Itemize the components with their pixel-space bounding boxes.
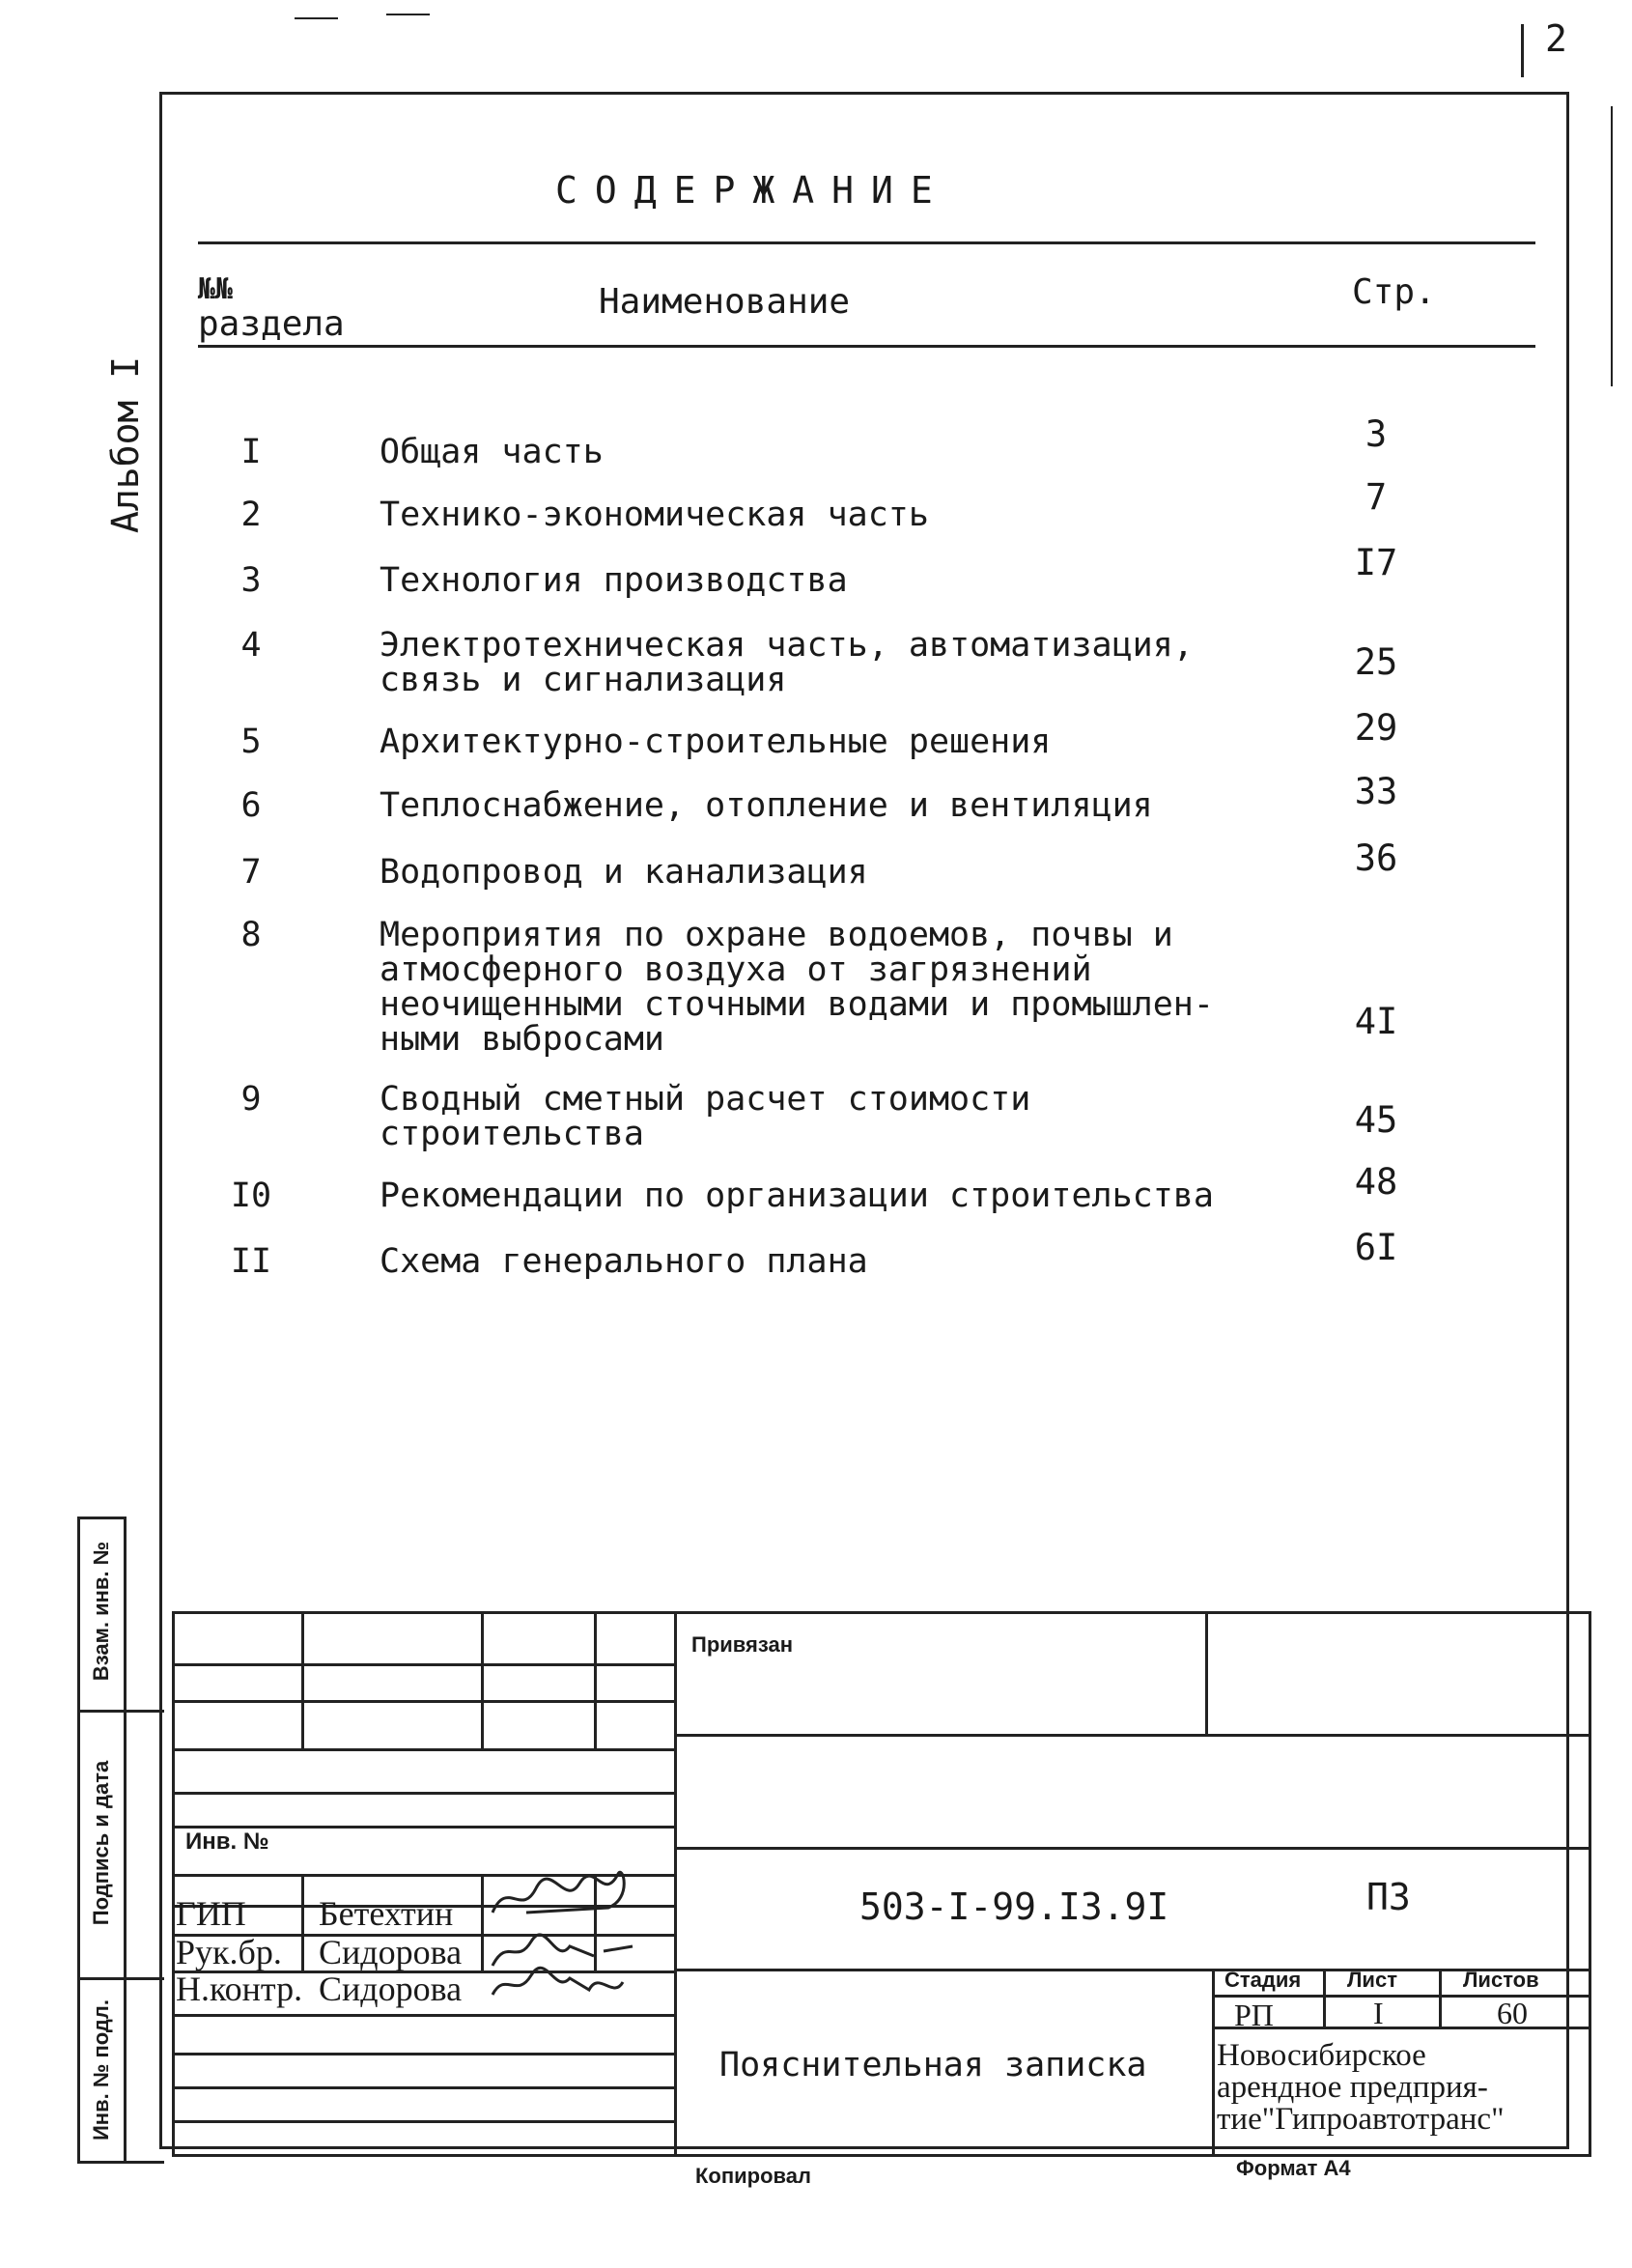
side-stamp-podpis: Подпись и дата xyxy=(89,1760,113,1926)
tb-privyazan-label: Привязан xyxy=(691,1632,794,1657)
tb-bottom-rule xyxy=(172,2154,1591,2157)
col-header-page: Стр. xyxy=(1352,272,1436,312)
toc-row-num: 7 xyxy=(240,853,262,892)
toc-row-name: Мероприятия по охране водоемов, почвы и атмосферного воздуха от загрязнений неочищенными сточными водами и промышлен- ными выбросами xyxy=(380,916,1214,1059)
toc-row-page: 33 xyxy=(1354,771,1398,812)
toc-row-page: 3 xyxy=(1365,413,1388,455)
toc-row-num: I0 xyxy=(230,1177,272,1215)
toc-row-name: Технико-экономическая часть xyxy=(380,496,929,534)
toc-row-num: 6 xyxy=(240,786,262,825)
tb-rule xyxy=(172,2086,674,2089)
tb-col xyxy=(481,1874,484,1970)
signature-gip xyxy=(488,1859,642,1927)
header-bottom-rule xyxy=(198,345,1535,348)
tb-doc-title: Пояснительная записка xyxy=(719,2046,1147,2084)
tb-name-ruk: Сидорова xyxy=(319,1933,463,1971)
tb-col xyxy=(1212,2027,1215,2157)
toc-row-name: Сводный сметный расчет стоимости строительства xyxy=(380,1080,1031,1153)
tb-name-nkontr: Сидорова xyxy=(319,1970,463,2008)
col-header-section-no xyxy=(198,272,345,342)
col-header-section-no-line1: №№ xyxy=(198,272,234,306)
tb-rule xyxy=(172,1700,674,1703)
tb-rule xyxy=(172,1663,674,1666)
side-stamp-divider-v xyxy=(124,1517,127,2164)
toc-row-num: 8 xyxy=(240,916,262,954)
toc-row-page: 6I xyxy=(1354,1227,1398,1268)
tb-col xyxy=(301,1611,304,1748)
tb-inv-no-label: Инв. № xyxy=(185,1829,269,1855)
tb-rule xyxy=(674,1847,1589,1850)
side-stamp-vzam: Взам. инв. № xyxy=(89,1541,113,1682)
tb-rule xyxy=(172,2014,674,2017)
page-title: СОДЕРЖАНИЕ xyxy=(555,169,950,212)
toc-row-name: Технология производства xyxy=(380,561,848,600)
toc-row-page: 4I xyxy=(1354,1001,1398,1042)
tb-doc-code: 503-I-99.I3.9I xyxy=(859,1885,1169,1928)
tb-role-nkontr: Н.контр. xyxy=(176,1970,303,2008)
tb-rule xyxy=(674,1734,1589,1737)
toc-row-name: Теплоснабжение, отопление и вентиляция xyxy=(380,786,1153,825)
tb-doc-type: ПЗ xyxy=(1366,1876,1411,1918)
toc-row-page: 29 xyxy=(1354,707,1398,749)
tb-col xyxy=(1205,1611,1208,1734)
toc-row-num: 3 xyxy=(240,561,262,600)
tb-role-gip: ГИП xyxy=(176,1894,246,1933)
tb-col xyxy=(1439,1969,1442,2027)
toc-row-name: Общая часть xyxy=(380,433,604,471)
tb-role-ruk: Рук.бр. xyxy=(176,1933,282,1971)
tb-top-rule xyxy=(172,1611,1589,1614)
toc-row-page: 45 xyxy=(1354,1099,1398,1141)
album-label: Альбом I xyxy=(104,355,147,533)
col-header-section-no-line2: раздела xyxy=(198,304,345,344)
toc-row-num: II xyxy=(230,1242,272,1281)
tb-rule xyxy=(172,1748,674,1751)
tb-col xyxy=(172,1611,175,2157)
header-top-rule xyxy=(198,241,1535,244)
tb-rule xyxy=(172,1792,674,1795)
right-edge-mark xyxy=(1611,106,1613,386)
side-stamp-inv-podl: Инв. № подл. xyxy=(89,1999,113,2140)
tb-sheet: I xyxy=(1373,1996,1384,2030)
tb-col xyxy=(481,1611,484,1748)
toc-row-page: 7 xyxy=(1365,476,1388,518)
tb-col xyxy=(674,1611,677,2157)
footer-format: Формат А4 xyxy=(1236,2156,1351,2180)
side-stamp-divider xyxy=(77,1977,164,1980)
toc-row-num: I xyxy=(240,433,262,471)
tb-col xyxy=(1589,1611,1591,2157)
page-number: 2 xyxy=(1545,17,1567,60)
toc-row-num: 4 xyxy=(240,626,262,665)
toc-row-num: 5 xyxy=(240,723,262,761)
toc-row-num: 2 xyxy=(240,496,262,534)
toc-row-num: 9 xyxy=(240,1080,262,1119)
toc-row-name: Схема генерального плана xyxy=(380,1242,868,1281)
toc-row-page: 36 xyxy=(1354,837,1398,879)
signature-nkontr xyxy=(488,1961,642,2009)
tb-organization: Новосибирское арендное предприя- тие"Гипроавтотранс" xyxy=(1217,2038,1505,2137)
toc-row-name: Рекомендации по организации строительства xyxy=(380,1177,1214,1215)
toc-row-name: Архитектурно-строительные решения xyxy=(380,723,1052,761)
tb-rule xyxy=(674,1969,1589,1971)
tb-col xyxy=(301,1874,304,1970)
tb-rule xyxy=(172,2120,674,2123)
toc-row-page: 25 xyxy=(1354,641,1398,683)
tb-name-gip: Бетехтин xyxy=(319,1894,454,1933)
col-header-name: Наименование xyxy=(599,282,851,322)
frame-bottom-extension xyxy=(77,2161,164,2164)
tb-rule xyxy=(172,2053,674,2055)
toc-row-page: I7 xyxy=(1354,542,1398,583)
tb-sheets-label: Листов xyxy=(1463,1968,1539,1992)
side-stamp-divider xyxy=(77,1710,164,1713)
toc-row-page: 48 xyxy=(1354,1161,1398,1203)
page-number-tick xyxy=(1521,24,1524,77)
tb-stage-label: Стадия xyxy=(1224,1968,1302,1992)
tb-col xyxy=(594,1611,597,1748)
tb-col xyxy=(1323,1969,1326,2027)
tb-sheets: 60 xyxy=(1497,1996,1528,2030)
toc-row-name: Электротехническая часть, автоматизация, связь и сигнализация xyxy=(380,626,1194,699)
tb-stage: РП xyxy=(1234,1998,1274,2032)
tb-col xyxy=(1212,1969,1215,2027)
top-dash-1 xyxy=(295,17,338,19)
toc-row-name: Водопровод и канализация xyxy=(380,853,868,892)
footer-copied: Копировал xyxy=(695,2164,812,2188)
top-dash-2 xyxy=(386,14,430,15)
tb-sheet-label: Лист xyxy=(1347,1968,1397,1992)
